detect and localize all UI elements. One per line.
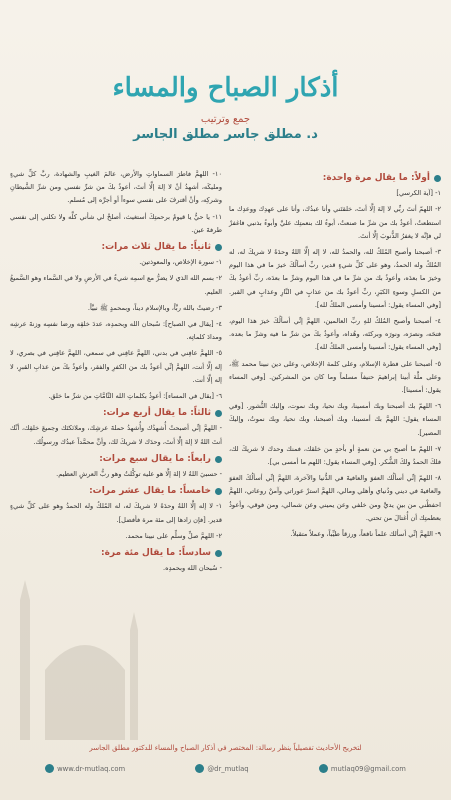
section-heading-three: ثانياً: ما يقال ثلاث مرات: <box>10 241 222 254</box>
author-name: د. مطلق جاسر مطلق الجاسر <box>133 127 318 142</box>
bullet-icon <box>215 488 222 495</box>
dhikr-item: ٩- اللهمَّ إنِّي أسألك علماً نافعاً، ورزقاً طيِّباً، وعملاً متقبلاً. <box>290 530 441 539</box>
dhikr-item: ٢- اللهمّ أنتَ ربِّي لا إلهَ إلَّا أنتَ، خلقتَني وأنا عبدُك، وأنا على عهدِك ووعدِك ما استطعتُ، أعوذُ بك من شرِّ ما صنعتُ، أبوءُ لك بنعمتِك عليَّ وأبوءُ بذنبي فاغفرْ لي فإنَّه لا يغفرُ الذُّنوبَ إلَّا أنتَ. <box>229 205 441 240</box>
dhikr-item: ١١- يا حيُّ يا قيومُ برحمتِكَ أستغيث، أصلحْ لي شأني كلَّه ولا تكلني إلى نفسي طرفةَ عين. <box>10 212 222 234</box>
mosque-silhouette-icon <box>0 560 160 740</box>
dhikr-item: ١- [آية الكرسي] <box>396 189 441 198</box>
section-heading-four: ثالثاً: ما يقال أربع مرات: <box>10 407 222 420</box>
source-note: لتخريج الأحاديث تفصيلياً ينظر رسالة: المختصر في أذكار الصباح والمساء للدكتور مطلق الجاسر <box>89 744 362 752</box>
dhikr-item: ٤- أصبحنا وأصبح المُلكُ للهِ ربِّ العالمين، اللهمَّ إنِّي أسألُكَ خيرَ هذا اليوم، فتحَه، ونصرَه، ونورَه وبركتَه، وهُداه، وأعوذُ بكَ من شرِّ ما فيه وشرِّ ما بعده. [وفي المساء يقول: أمسينا وأمسى الملكُ لله]. <box>229 317 441 352</box>
dhikr-item: ٣- رضيتُ بالله ربَّاً، وبالإسلام ديناً، وبمحمدٍ ﷺ نبيَّاً. <box>87 303 222 312</box>
bullet-icon <box>215 244 222 251</box>
dhikr-item: ٦- [يقال في المساء]: أعوذُ بكلماتِ الله التَّامَّاتِ من شرِّ ما خلق. <box>48 392 222 401</box>
dhikr-item: ٥- اللهمَّ عافِني في بدني، اللهمَّ عافِني في سمعي، اللهمَّ عافِني في بصري، لا إله إلَّا أنت، اللهمَّ إنِّي أعوذُ بك من الكفرِ والفقر، وأعوذُ بكَ من عذابِ القبرِ، لا إله إلَّا أنت. <box>10 349 222 384</box>
globe-icon <box>45 764 54 773</box>
dhikr-item: ١- سورة الإخلاص، والمعوذتين. <box>139 258 222 267</box>
right-column <box>229 168 441 544</box>
section-heading-hundred: سادساً: ما يقال مئة مرة: <box>10 547 222 560</box>
dhikr-item: ٣- أصبحنا وأصبح المُلكُ لله، والحمدُ لله، لا إله إلَّا اللهُ وحدَهُ لا شريكَ له، له المُلكُ وله الحمدُ، وهو على كلِّ شيءٍ قدير، ربِّ أسألُكَ خيرَ ما في هذا اليوم وخيرَ ما بعدَه، وأعوذُ بك من شرِّ ما في هذا اليوم وشرِّ ما بعدَه، ربِّ أعوذُ بكَ من الكسلِ وسوءِ الكبَرِ، ربِّ أعوذُ بك من عذابٍ في النَّارِ وعذابٍ في القبر. [وفي المساء يقول: أمسينا وأمسى الملكُ لله]. <box>229 248 441 309</box>
website-link[interactable]: www.dr-mutlaq.com <box>45 764 125 773</box>
dhikr-item: ٥- أصبحنا على فطرة الإسلام، وعلى كلمة الإخلاص، وعلى دين نبينا محمد ﷺ، وعلى ملَّة أبينا إبراهيمَ حنيفاً مسلماً وما كان من المشركين. [وفي المساء يقول: أمسينا]. <box>229 359 441 395</box>
dhikr-item: ١- لا إله إلَّا اللهُ وحدَهُ لا شريكَ له، له المُلكُ وله الحمدُ وهو على كلِّ شيءٍ قدير. [فإن زادها إلى مئة مرة فأفضل]. <box>10 502 222 524</box>
dhikr-item: - اللهمَّ إنِّي أصبحتُ أُشهدُك وأُشهدُ حملةَ عرشِك، وملائكتَك وجميعَ خلقِك، أنَّك أنتَ اللهُ لا إلهَ إلَّا أنتَ، وحدَك لا شريكَ لك، وأنَّ محمَّداً عبدُك ورسولُك. <box>10 424 222 446</box>
bullet-icon <box>434 175 441 182</box>
dhikr-item: ٢- اللهمَّ صلِّ وسلِّم على نبينا محمد. <box>125 531 222 540</box>
dhikr-item: ٧- اللهمّ ما أصبح بي من نعمةٍ أو بأحدٍ من خلقك، فمنك وحدك لا شريكَ لك، فلكَ الحمدُ ولكَ الشُّكر. [وفي المساء يقول: اللهم ما أمسى بي]. <box>229 444 441 467</box>
dhikr-item: ٢- بسم الله الذي لا يضرُّ مع اسمِه شيءٌ في الأرضِ ولا في السَّماء وهو السَّميعُ العليم. <box>10 274 222 296</box>
dhikr-item: ١٠- اللهمَّ فاطرَ السماواتِ والأرض، عالمَ الغيبِ والشهادة، ربَّ كلِّ شيءٍ ومليكَه، أشهدُ أنْ لا إلهَ إلَّا أنتَ، أعوذُ بكَ من شرِّ نفسي ومن شرِّ الشَّيطانِ وشركِه، وأنْ أقترفَ على نفسي سوءاً أو أجرَّه إلى مُسلم. <box>10 170 222 205</box>
dhikr-item: ٤- [يقال في الصباح]: سُبحان الله وبحمدِه، عددَ خلقِه ورضا نفسِه وزنةَ عرشِه ومدادَ كلماتِه. <box>10 320 222 342</box>
bullet-icon <box>215 550 222 557</box>
left-column <box>10 168 222 578</box>
section-heading-seven: رابعاً: ما يقال سبع مرات: <box>10 453 222 466</box>
dhikr-item: - حسبيَ اللهُ لا إلهَ إلَّا هو عليه توكَّلتُ وهو ربُّ العرشِ العظيم. <box>56 470 222 479</box>
header <box>0 70 451 142</box>
bullet-icon <box>215 456 222 463</box>
contact-bar <box>10 764 441 773</box>
page-title: أذكار الصباح والمساء <box>112 73 339 103</box>
dhikr-item: ٨- اللهمّ إنِّي أسألُك العفوَ والعافيةَ في الدُّنيا والآخرة، اللهمَّ إنِّي أسألُكَ العفوَ والعافيةَ في ديني ودُنياي وأهلي ومالي، اللهمَّ استرْ عوراتي وآمنْ روعاتي، اللهمَّ احفظْني من بينِ يديَّ ومن خلفي وعن يميني وعن شمالي، ومن فوقي، وأعوذُ بعظمتِك أن أُغتالَ من تحتي. <box>229 474 441 522</box>
bullet-icon <box>215 410 222 417</box>
compiler-label: جمع وترتيب <box>200 114 251 125</box>
twitter-icon <box>195 764 204 773</box>
twitter-link[interactable]: @dr_mutlaq <box>195 764 248 773</box>
dhikr-item: ٦- اللهمّ بك أصبحنا وبك أمسينا، وبك نحيا، وبك نموت، وإليك النُّشور. [وفي المساء يقول: اللهمَّ بك أمسينا، وبك أصبحنا، وبك نحيا، وبك نموتُ، وإليكَ المصير]. <box>229 402 441 437</box>
section-heading-ten: خامساً: ما يقال عشر مرات: <box>10 485 222 498</box>
section-heading-once: أولاً: ما يقال مرة واحدة: <box>229 172 441 185</box>
dhikr-item: - سُبحان الله وبحمدِه. <box>163 564 222 573</box>
email-link[interactable]: mutlaq09@gmail.com <box>319 764 406 773</box>
mail-icon <box>319 764 328 773</box>
